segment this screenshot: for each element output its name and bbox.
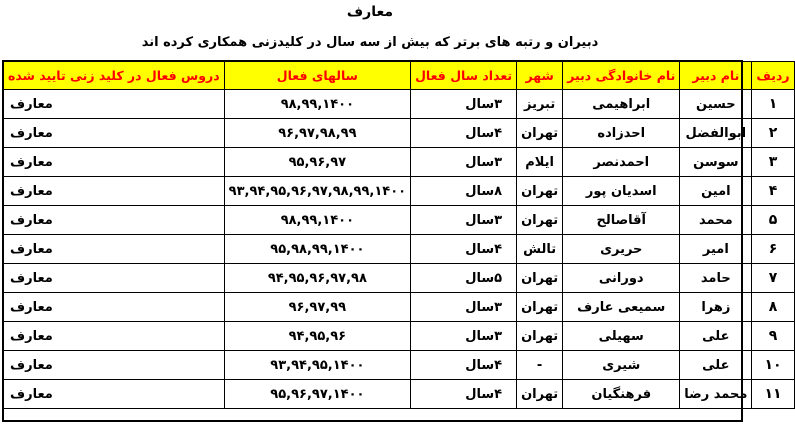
active-years-count-cell: ۴سال xyxy=(411,235,517,264)
table-row xyxy=(4,293,795,322)
teacher-name-cell: محمد رضا xyxy=(680,380,752,409)
teacher-family-cell: دورانی xyxy=(563,264,680,293)
row-number-cell: ۲ xyxy=(752,119,794,148)
page-title: معارف xyxy=(346,4,394,20)
active-years-count-cell: ۳سال xyxy=(411,206,517,235)
city-cell: تهران xyxy=(517,322,563,351)
active-years-count-cell: ۳سال xyxy=(411,293,517,322)
row-number-cell: ۶ xyxy=(752,235,794,264)
table-row xyxy=(4,90,795,119)
row-number-cell: ۹ xyxy=(752,322,794,351)
header-cell-teacher-family: نام خانوادگی دبیر xyxy=(563,62,680,90)
active-years-count-cell: ۸سال xyxy=(411,177,517,206)
active-years-cell: ۹۵,۹۶,۹۷ xyxy=(224,148,410,177)
city-cell: تهران xyxy=(517,293,563,322)
table-row xyxy=(4,206,795,235)
teacher-family-cell: شیری xyxy=(563,351,680,380)
city-cell: تهران xyxy=(517,119,563,148)
teacher-name-cell: امین xyxy=(680,177,752,206)
active-years-count-cell: ۵سال xyxy=(411,264,517,293)
active-courses-cell: معارف xyxy=(4,293,225,322)
table-row xyxy=(4,119,795,148)
teachers-table xyxy=(3,61,795,409)
header-row xyxy=(4,62,795,90)
active-courses-cell: معارف xyxy=(4,264,225,293)
teacher-family-cell: احدزاده xyxy=(563,119,680,148)
city-cell: تهران xyxy=(517,380,563,409)
teacher-name-cell: امیر xyxy=(680,235,752,264)
teacher-family-cell: سمیعی عارف xyxy=(563,293,680,322)
row-number-cell: ۱ xyxy=(752,90,794,119)
active-years-cell: ۹۶,۹۷,۹۹ xyxy=(224,293,410,322)
city-cell: - xyxy=(517,351,563,380)
active-courses-cell: معارف xyxy=(4,177,225,206)
row-number-cell: ۱۱ xyxy=(752,380,794,409)
table-row xyxy=(4,351,795,380)
header-cell-active-courses: دروس فعال در کلید زنی تایید شده xyxy=(4,62,225,90)
row-number-cell: ۱۰ xyxy=(752,351,794,380)
header-cell-city: شهر xyxy=(517,62,563,90)
active-courses-cell: معارف xyxy=(4,206,225,235)
active-courses-cell: معارف xyxy=(4,322,225,351)
table-row xyxy=(4,235,795,264)
active-years-count-cell: ۴سال xyxy=(411,380,517,409)
teacher-name-cell: حامد xyxy=(680,264,752,293)
active-years-cell: ۹۳,۹۴,۹۵,۹۶,۹۷,۹۸,۹۹,۱۴۰۰ xyxy=(224,177,410,206)
active-courses-cell: معارف xyxy=(4,235,225,264)
table-row xyxy=(4,148,795,177)
active-years-count-cell: ۳سال xyxy=(411,322,517,351)
row-number-cell: ۸ xyxy=(752,293,794,322)
city-cell: تالش xyxy=(517,235,563,264)
teacher-family-cell: آقاصالح xyxy=(563,206,680,235)
city-cell: تهران xyxy=(517,177,563,206)
active-years-cell: ۹۴,۹۵,۹۶,۹۷,۹۸ xyxy=(224,264,410,293)
active-years-count-cell: ۴سال xyxy=(411,119,517,148)
city-cell: تهران xyxy=(517,264,563,293)
teacher-name-cell: زهرا xyxy=(680,293,752,322)
city-cell: ایلام xyxy=(517,148,563,177)
teacher-family-cell: اسدیان پور xyxy=(563,177,680,206)
teacher-family-cell: فرهنگیان xyxy=(563,380,680,409)
active-courses-cell: معارف xyxy=(4,90,225,119)
teacher-name-cell: علی xyxy=(680,351,752,380)
active-years-cell: ۹۳,۹۴,۹۵,۱۴۰۰ xyxy=(224,351,410,380)
row-number-cell: ۴ xyxy=(752,177,794,206)
active-years-cell: ۹۵,۹۸,۹۹,۱۴۰۰ xyxy=(224,235,410,264)
teacher-family-cell: سهیلی xyxy=(563,322,680,351)
table-row xyxy=(4,380,795,409)
active-courses-cell: معارف xyxy=(4,351,225,380)
row-number-cell: ۷ xyxy=(752,264,794,293)
table-row xyxy=(4,264,795,293)
header-cell-teacher-name: نام دبیر xyxy=(680,62,752,90)
table-row xyxy=(4,322,795,351)
active-years-count-cell: ۴سال xyxy=(411,351,517,380)
active-courses-cell: معارف xyxy=(4,380,225,409)
active-years-cell: ۹۸,۹۹,۱۴۰۰ xyxy=(224,206,410,235)
teacher-family-cell: ابراهیمی xyxy=(563,90,680,119)
header-cell-active-years-count: تعداد سال فعال xyxy=(411,62,517,90)
city-cell: تبریز xyxy=(517,90,563,119)
header-cell-row-number: ردیف xyxy=(752,62,794,90)
teacher-name-cell: سوسن xyxy=(680,148,752,177)
page-subtitle: دبیران و رتبه های برتر که بیش از سه سال در کلیدزنی همکاری کرده اند xyxy=(141,35,599,50)
active-courses-cell: معارف xyxy=(4,148,225,177)
teacher-name-cell: حسین xyxy=(680,90,752,119)
teacher-name-cell: ابوالفضل xyxy=(680,119,752,148)
header-cell-active-years: سالهای فعال xyxy=(224,62,410,90)
teacher-name-cell: علی xyxy=(680,322,752,351)
active-years-count-cell: ۳سال xyxy=(411,148,517,177)
teacher-family-cell: حریری xyxy=(563,235,680,264)
city-cell: تهران xyxy=(517,206,563,235)
teacher-name-cell: محمد xyxy=(680,206,752,235)
row-number-cell: ۳ xyxy=(752,148,794,177)
active-years-count-cell: ۳سال xyxy=(411,90,517,119)
teacher-family-cell: احمدنصر xyxy=(563,148,680,177)
active-years-cell: ۹۴,۹۵,۹۶ xyxy=(224,322,410,351)
row-number-cell: ۵ xyxy=(752,206,794,235)
active-years-cell: ۹۶,۹۷,۹۸,۹۹ xyxy=(224,119,410,148)
active-years-cell: ۹۵,۹۶,۹۷,۱۴۰۰ xyxy=(224,380,410,409)
active-courses-cell: معارف xyxy=(4,119,225,148)
active-years-cell: ۹۸,۹۹,۱۴۰۰ xyxy=(224,90,410,119)
table-row xyxy=(4,177,795,206)
